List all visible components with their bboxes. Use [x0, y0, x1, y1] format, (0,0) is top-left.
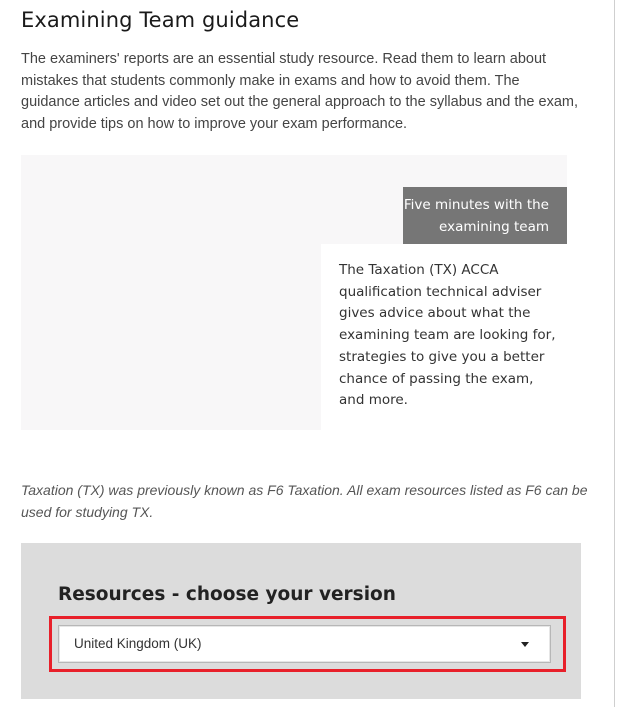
resources-heading: Resources - choose your version: [58, 584, 396, 605]
video-title-label: Five minutes with the examining team: [403, 187, 567, 244]
syllabus-note: Taxation (TX) was previously known as F6 Taxation. All exam resources listed as F6 can be used for studying TX.: [21, 482, 588, 520]
video-description: The Taxation (TX) ACCA qualification technical adviser gives advice about what the examining team are looking for, strategies to give you a better chance of passing the exam, and more.: [321, 244, 567, 430]
resources-panel: [21, 543, 581, 699]
version-select-value: United Kingdom (UK): [74, 636, 202, 651]
chevron-down-icon: [521, 642, 529, 647]
page-title: Examining Team guidance: [21, 8, 300, 32]
version-select[interactable]: [58, 625, 551, 663]
page-right-border: [614, 0, 615, 707]
intro-paragraph: The examiners' reports are an essential study resource. Read them to learn about mistakes that students commonly make in exams and how to avoid them. The guidance articles and video set out the general approach to the syllabus and the exam, and provide tips on how to improve your exam performance.: [21, 51, 579, 132]
video-panel[interactable]: [21, 155, 567, 430]
